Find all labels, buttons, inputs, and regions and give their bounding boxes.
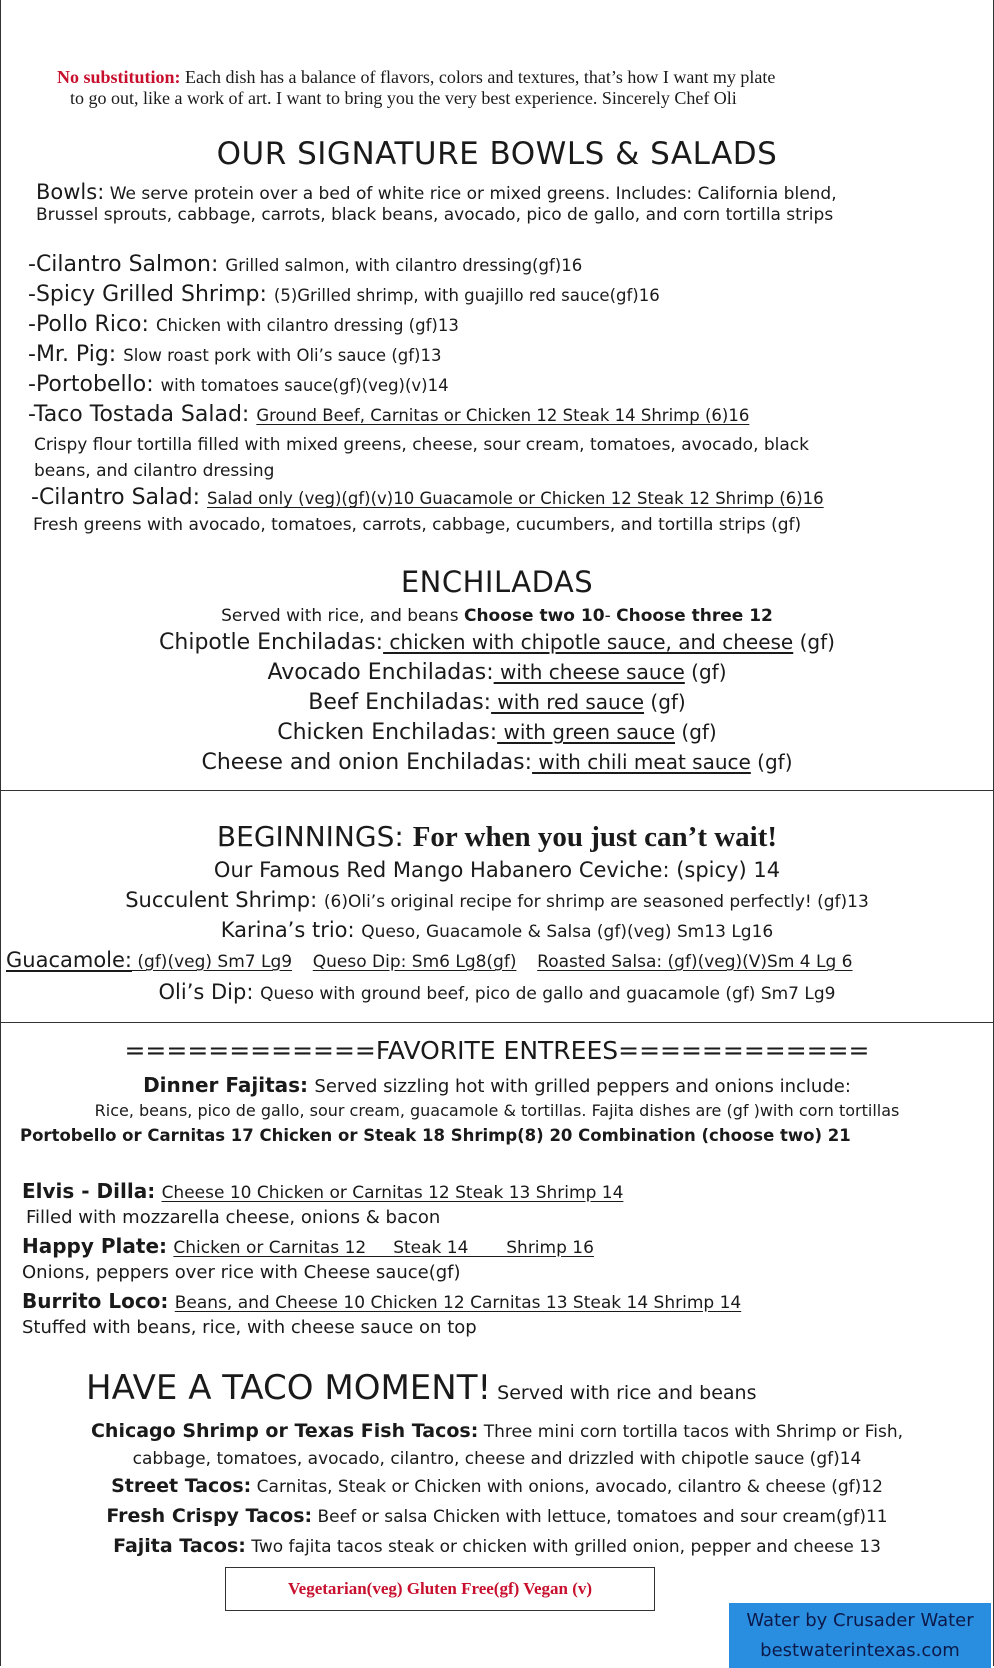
fajitas-name: Dinner Fajitas: bbox=[143, 1073, 309, 1097]
bowls-intro-label: Bowls: bbox=[36, 180, 105, 204]
dips-line bbox=[6, 948, 853, 972]
cilantro-salad bbox=[31, 485, 824, 510]
intro-text-1: Each dish has a balance of flavors, colors and textures, that’s how I want my plate bbox=[185, 67, 776, 87]
chicago-name: Chicago Shrimp or Texas Fish Tacos: bbox=[90, 1420, 479, 1442]
tacos-title: HAVE A TACO MOMENT! bbox=[86, 1368, 492, 1408]
enchilada-tag: (gf) bbox=[793, 630, 835, 654]
tacos-heading bbox=[86, 1368, 757, 1408]
bowl-item-name: -Cilantro Salmon: bbox=[28, 252, 219, 277]
divider-bottom bbox=[0, 1022, 994, 1023]
enchilada-chicken bbox=[0, 720, 994, 745]
street-tacos bbox=[0, 1475, 994, 1497]
cilantro-salad-prices: Salad only (veg)(gf)(v)10 Guacamole or Chicken 12 Steak 12 Shrimp (6)16 bbox=[207, 489, 824, 508]
bowl-item-name: -Spicy Grilled Shrimp: bbox=[28, 282, 267, 307]
beginnings-heading bbox=[0, 820, 994, 854]
elvis-prices: Cheese 10 Chicken or Carnitas 12 Steak 13 Shrimp 14 bbox=[161, 1183, 624, 1203]
happy-prices: Chicken or Carnitas 12 Steak 14 Shrimp 16 bbox=[173, 1238, 594, 1258]
tostada-prices: Ground Beef, Carnitas or Chicken 12 Steak 14 Shrimp (6)16 bbox=[256, 406, 750, 425]
diet-legend: Vegetarian(veg) Gluten Free(gf) Vegan (v) bbox=[225, 1567, 655, 1611]
bowl-item-name: -Mr. Pig: bbox=[28, 342, 117, 367]
fajitas-line-2: Rice, beans, pico de gallo, sour cream, guacamole & tortillas. Fajita dishes are (gf )with corn tortillas bbox=[94, 1101, 900, 1120]
trio-name: Karina’s trio: bbox=[220, 918, 355, 942]
water-line-2: bestwaterintexas.com bbox=[760, 1640, 960, 1661]
enchilada-chipotle bbox=[0, 630, 994, 655]
enchilada-tag: (gf) bbox=[684, 660, 727, 684]
enchilada-tag: (gf) bbox=[750, 750, 793, 774]
happy-desc: Onions, peppers over rice with Cheese sauce(gf) bbox=[22, 1262, 461, 1283]
burrito-desc: Stuffed with beans, rice, with cheese sauce on top bbox=[22, 1317, 477, 1338]
shrimp-desc: (6)Oli’s original recipe for shrimp are seasoned perfectly! (gf)13 bbox=[323, 892, 869, 912]
enchilada-beef bbox=[0, 690, 994, 715]
bowl-item-name: -Portobello: bbox=[28, 372, 154, 397]
chicago-line-2: cabbage, tomatoes, avocado, cilantro, cheese and drizzled with chipotle sauce (gf)14 bbox=[132, 1449, 862, 1469]
street-name: Street Tacos: bbox=[111, 1475, 252, 1497]
divider-top bbox=[0, 790, 994, 791]
fajita-desc: Two fajita tacos steak or chicken with grilled onion, pepper and cheese 13 bbox=[245, 1537, 881, 1557]
dinner-fajitas bbox=[0, 1073, 994, 1097]
bowls-intro-2: Brussel sprouts, cabbage, carrots, black beans, avocado, pico de gallo, and corn tortilla strips bbox=[36, 205, 834, 225]
cilantro-salad-desc: Fresh greens with avocado, tomatoes, carrots, cabbage, cucumbers, and tortilla strips (gf) bbox=[33, 515, 802, 535]
enchilada-desc: with cheese sauce bbox=[493, 660, 685, 684]
happy-plate bbox=[22, 1234, 594, 1258]
intro-line-1 bbox=[57, 67, 775, 88]
enchilada-cheese-onion bbox=[0, 750, 994, 775]
ceviche-line: Our Famous Red Mango Habanero Ceviche: (spicy) 14 bbox=[213, 858, 781, 882]
enchilada-tag: (gf) bbox=[675, 720, 717, 744]
burrito-name: Burrito Loco: bbox=[22, 1289, 169, 1313]
guacamole-desc: (gf)(veg) Sm7 Lg9 bbox=[132, 952, 293, 972]
karinas-trio bbox=[0, 918, 994, 942]
bowl-item-mr-pig bbox=[28, 342, 441, 367]
bowl-item-spicy-shrimp bbox=[28, 282, 660, 307]
street-desc: Carnitas, Steak or Chicken with onions, avocado, cilantro & cheese (gf)12 bbox=[251, 1477, 883, 1497]
enchiladas-heading: ENCHILADAS bbox=[400, 565, 594, 599]
chicago-tacos bbox=[0, 1420, 994, 1442]
fajitas-prices: Portobello or Carnitas 17 Chicken or Steak 18 Shrimp(8) 20 Combination (choose two) 21 bbox=[20, 1126, 851, 1145]
tostada-salad bbox=[28, 402, 749, 427]
trio-desc: Queso, Guacamole & Salsa (gf)(veg) Sm13 Lg16 bbox=[361, 922, 774, 942]
bowl-item-desc: with tomatoes sauce(gf)(veg)(v)14 bbox=[160, 376, 449, 395]
chicago-desc: Three mini corn tortilla tacos with Shrimp or Fish, bbox=[478, 1422, 903, 1442]
beginnings-title: BEGINNINGS: bbox=[216, 820, 404, 853]
bowls-intro-text: We serve protein over a bed of white rice or mixed greens. Includes: California blend, bbox=[109, 184, 837, 204]
elvis-desc: Filled with mozzarella cheese, onions & bacon bbox=[26, 1207, 441, 1228]
guacamole-name: Guacamole: bbox=[6, 948, 132, 972]
enchilada-desc: with green sauce bbox=[497, 720, 676, 744]
enchilada-name: Cheese and onion Enchiladas: bbox=[201, 750, 533, 775]
enchilada-name: Beef Enchiladas: bbox=[308, 690, 492, 715]
entrees-heading: ============FAVORITE ENTREES============ bbox=[124, 1036, 870, 1065]
crispy-tacos bbox=[0, 1505, 994, 1527]
tostada-desc-2: beans, and cilantro dressing bbox=[34, 461, 275, 481]
enchilada-avocado bbox=[0, 660, 994, 685]
enchilada-tag: (gf) bbox=[644, 690, 686, 714]
burrito-loco bbox=[22, 1289, 741, 1313]
intro-line-2: to go out, like a work of art. I want to bring you the very best experience. Sincerely Chef Oli bbox=[70, 88, 737, 108]
choose-two: Choose two 10 bbox=[463, 606, 605, 626]
shrimp-name: Succulent Shrimp: bbox=[125, 888, 318, 912]
fajitas-desc: Served sizzling hot with grilled peppers and onions include: bbox=[314, 1076, 851, 1097]
enchilada-name: Avocado Enchiladas: bbox=[267, 660, 494, 685]
enchilada-desc: with red sauce bbox=[491, 690, 645, 714]
fajita-name: Fajita Tacos: bbox=[113, 1535, 246, 1557]
succulent-shrimp bbox=[0, 888, 994, 912]
bowl-item-pollo-rico bbox=[28, 312, 459, 337]
enchiladas-served bbox=[0, 606, 994, 626]
no-substitution-label: No substitution: bbox=[57, 67, 181, 87]
fajita-tacos bbox=[0, 1535, 994, 1557]
bowl-item-desc: (5)Grilled shrimp, with guajillo red sauce(gf)16 bbox=[273, 286, 660, 305]
water-line-1: Water by Crusader Water bbox=[746, 1610, 974, 1631]
queso-dip: Queso Dip: Sm6 Lg8(gf) bbox=[312, 952, 517, 972]
olis-dip bbox=[0, 980, 994, 1004]
roasted-salsa: Roasted Salsa: (gf)(veg)(V)Sm 4 Lg 6 bbox=[537, 952, 853, 972]
olis-desc: Queso with ground beef, pico de gallo and guacamole (gf) Sm7 Lg9 bbox=[260, 984, 836, 1004]
happy-name: Happy Plate: bbox=[22, 1234, 167, 1258]
water-badge bbox=[729, 1603, 991, 1668]
bowl-item-name: -Pollo Rico: bbox=[28, 312, 149, 337]
enchilada-desc: with chili meat sauce bbox=[532, 750, 751, 774]
choose-three: Choose three 12 bbox=[616, 606, 773, 626]
bowl-item-desc: Slow roast pork with Oli’s sauce (gf)13 bbox=[123, 346, 442, 365]
choose-dash: - bbox=[604, 606, 617, 626]
burrito-prices: Beans, and Cheese 10 Chicken 12 Carnitas 13 Steak 14 Shrimp 14 bbox=[174, 1293, 742, 1313]
enchilada-name: Chicken Enchiladas: bbox=[277, 720, 498, 745]
bowl-item-desc: Grilled salmon, with cilantro dressing(gf)16 bbox=[225, 256, 583, 275]
bowl-item-desc: Chicken with cilantro dressing (gf)13 bbox=[155, 316, 459, 335]
enchilada-desc: chicken with chipotle sauce, and cheese bbox=[383, 630, 794, 654]
bowl-item-cilantro-salmon bbox=[28, 252, 582, 277]
beginnings-subtitle: For when you just can’t wait! bbox=[412, 821, 778, 853]
bowls-intro-1 bbox=[36, 180, 837, 204]
enchilada-name: Chipotle Enchiladas: bbox=[159, 630, 384, 655]
crispy-desc: Beef or salsa Chicken with lettuce, tomatoes and sour cream(gf)11 bbox=[312, 1507, 888, 1527]
olis-name: Oli’s Dip: bbox=[158, 980, 254, 1004]
tostada-desc-1: Crispy flour tortilla filled with mixed greens, cheese, sour cream, tomatoes, avocado, black bbox=[34, 435, 809, 455]
elvis-name: Elvis - Dilla: bbox=[22, 1179, 156, 1203]
tacos-subtitle: Served with rice and beans bbox=[491, 1382, 757, 1404]
served-text: Served with rice, and beans bbox=[221, 606, 459, 626]
bowl-item-portobello bbox=[28, 372, 449, 397]
crispy-name: Fresh Crispy Tacos: bbox=[106, 1505, 313, 1527]
bowls-heading: OUR SIGNATURE BOWLS & SALADS bbox=[216, 136, 778, 172]
cilantro-salad-name: -Cilantro Salad: bbox=[31, 485, 201, 510]
elvis-dilla bbox=[22, 1179, 623, 1203]
tostada-name: -Taco Tostada Salad: bbox=[28, 402, 250, 427]
